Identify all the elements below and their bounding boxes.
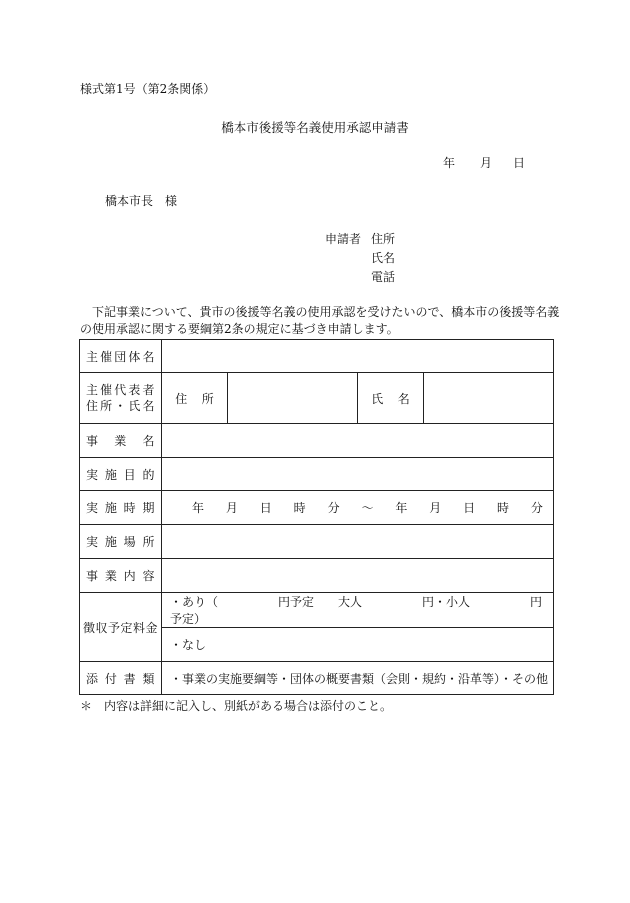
row-attachments [80,662,554,695]
addressee: 橋本市長 様 [105,194,178,208]
footnote: ＊ 内容は詳細に記入し、別紙がある場合は添付のこと。 [80,699,393,713]
date-year: 年 [443,156,456,170]
organizer-input[interactable] [162,340,554,373]
row-representative [80,373,554,424]
attachments-label: 添 付 書 類 [80,662,162,695]
applicant-phone-label: 電話 [371,270,396,284]
intro-line-2: の使用承認に関する要綱第2条の規定に基づき申請します。 [80,322,399,336]
period-label: 実 施 時 期 [80,491,162,525]
application-table [79,339,554,695]
venue-input[interactable] [162,525,554,559]
content-input[interactable] [162,559,554,593]
rep-name-label: 氏 名 [358,373,424,424]
fee-yes-option[interactable]: ・あり（ 円予定 大人 円・小人 円予定） [162,593,554,628]
purpose-label: 実 施 目 的 [80,458,162,491]
fee-label: 徴収予定料金 [80,593,162,662]
event-name-input[interactable] [162,424,554,458]
content-label: 事 業 内 容 [80,559,162,593]
row-fee-yes [80,593,554,628]
rep-name-input[interactable] [424,373,554,424]
attachments-text: ・事業の実施要綱等・団体の概要書類（会則・規約・沿革等）・その他 [162,662,554,695]
row-content [80,559,554,593]
fee-no-option[interactable]: ・なし [162,628,554,662]
intro-line-1: 下記事業について、貴市の後援等名義の使用承認を受けたいので、橋本市の後援等名義 [80,305,560,319]
venue-label: 実 施 場 所 [80,525,162,559]
intro-paragraph [80,304,560,338]
rep-address-input[interactable] [228,373,358,424]
representative-label: 主 催 代 表 者 住 所 ・ 氏 名 [80,373,162,424]
document-title: 橋本市後援等名義使用承認申請書 [221,120,409,135]
rep-address-label: 住 所 [162,373,228,424]
date-month: 月 [480,156,493,170]
row-organizer [80,340,554,373]
form-number: 様式第1号（第2条関係） [80,82,216,96]
applicant-address-label: 住所 [371,232,396,246]
event-name-label: 事 業 名 [80,424,162,458]
date-day: 日 [513,156,526,170]
organizer-label: 主 催 団 体 名 [80,340,162,373]
row-venue [80,525,554,559]
row-event-name [80,424,554,458]
applicant-label: 申請者 [325,232,362,246]
purpose-input[interactable] [162,458,554,491]
period-input[interactable]: 年 月 日 時 分 〜 年 月 日 時 分 [162,491,554,525]
row-period [80,491,554,525]
applicant-name-label: 氏名 [371,251,396,265]
row-purpose [80,458,554,491]
